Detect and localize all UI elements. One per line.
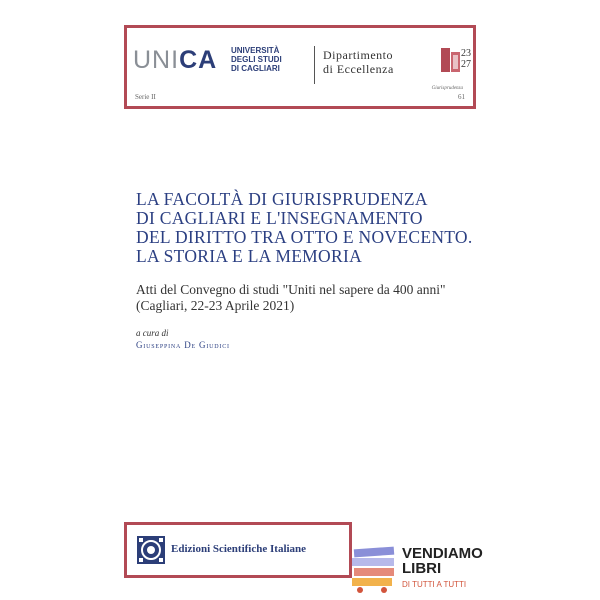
- title-line: LA FACOLTÀ DI GIURISPRUDENZA: [136, 189, 428, 209]
- badge-line-2: LIBRI: [402, 560, 442, 577]
- publisher-name: Edizioni Scientifiche Italiane: [171, 543, 307, 555]
- subtitle-line: Atti del Convegno di studi "Uniti nel sapere da 400 anni": [136, 282, 446, 297]
- header-box: [124, 25, 476, 109]
- unica-logo-uni: UNI: [133, 46, 180, 74]
- editor-name: Giuseppina De Giudici: [136, 340, 230, 350]
- book-cover: [112, 12, 488, 588]
- series-label: Serie II: [135, 93, 156, 101]
- badge-line-1: VENDIAMO: [402, 545, 483, 562]
- university-name-line: DI CAGLIARI: [231, 64, 280, 73]
- department-name-line: Dipartimento: [323, 48, 393, 62]
- subtitle-line: (Cagliari, 22-23 Aprile 2021): [136, 297, 295, 313]
- series-number: 61: [458, 93, 465, 101]
- university-name-line: DEGLI STUDI: [231, 55, 282, 64]
- unica-logo-ca: CA: [179, 46, 218, 74]
- title-line: LA STORIA E LA MEMORIA: [136, 246, 363, 266]
- university-name: [231, 46, 301, 73]
- vendiamo-libri-text: [402, 546, 483, 576]
- book-subtitle: [136, 282, 481, 313]
- department-subtitle: Giurisprudenza: [431, 86, 463, 91]
- book-title: [136, 190, 481, 266]
- vendiamo-libri-badge: [348, 538, 488, 598]
- university-name-line: UNIVERSITÀ: [231, 46, 280, 55]
- department-name: [323, 48, 433, 76]
- title-line: DI CAGLIARI E L'INSEGNAMENTO: [136, 208, 423, 228]
- department-year: 27: [461, 59, 471, 70]
- badge-tagline: DI TUTTI A TUTTI: [402, 580, 467, 589]
- unica-logo: [133, 48, 217, 72]
- esi-logo-icon: [137, 536, 165, 564]
- header-divider: [314, 46, 315, 84]
- department-year: 23: [461, 48, 471, 59]
- title-line: DEL DIRITTO TRA OTTO E NOVECENTO.: [136, 227, 473, 247]
- books-stack-icon: [350, 544, 398, 594]
- department-emblem-icon: [441, 48, 461, 72]
- publisher-box: [124, 522, 352, 578]
- curatela-label: a cura di: [136, 328, 169, 338]
- department-name-line: di Eccellenza: [323, 62, 394, 76]
- department-years: [461, 48, 481, 70]
